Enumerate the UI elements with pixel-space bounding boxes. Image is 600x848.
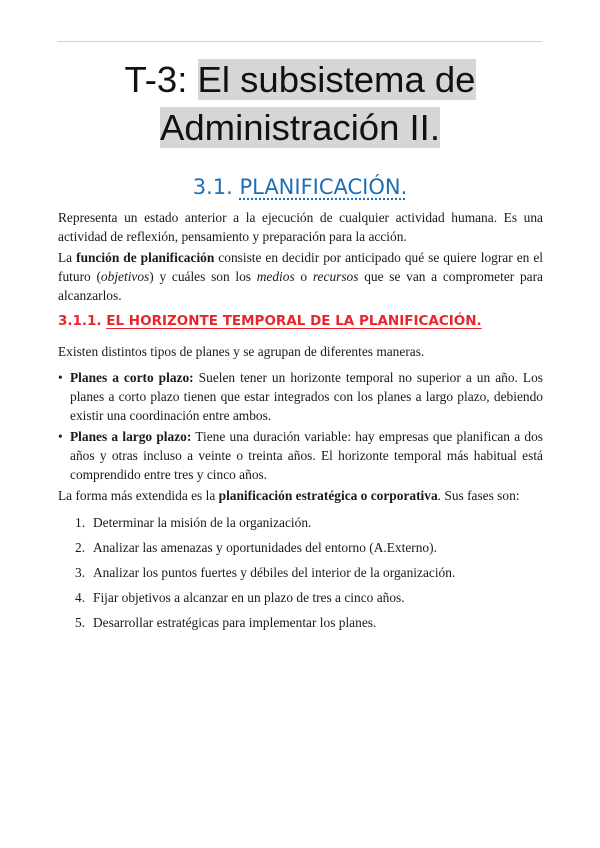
paragraph-function: La función de planificación consiste en decidir por anticipado qué se quiere lograr en el futuro (objetivos) y cuáles son los medios o recursos que se van a comprometer para alcanzarlos. — [58, 250, 544, 303]
list-item: 4. Fijar objetivos a alcanzar en un plazo de tres a cinco años. — [75, 590, 405, 605]
subsection-heading — [58, 311, 543, 331]
section-heading — [0, 172, 600, 202]
list-item: 2. Analizar las amenazas y oportunidades del entorno (A.Externo). — [75, 540, 437, 555]
section-number: 3.1. — [192, 175, 233, 199]
subsection-number: 3.1.1. — [58, 313, 102, 329]
paragraph-plan-types: Existen distintos tipos de planes y se agrupan de diferentes maneras. — [58, 344, 425, 359]
bullet-term: Planes a largo plazo: — [70, 429, 192, 444]
function-term: función de planificación — [76, 250, 215, 265]
list-item: • Planes a largo plazo: Tiene una duración variable: hay empresas que planifican a dos años y otras incluso a veinte o treinta años. El horizonte temporal más habitual está comprendido entre tres y cinco años. — [58, 429, 543, 482]
paragraph-strategic: La forma más extendida es la planificación estratégica o corporativa. Sus fases son: — [58, 488, 520, 503]
title-prefix: T-3: — [124, 59, 188, 100]
title-line2: Administración II. — [160, 107, 440, 148]
bullet-icon: • — [58, 370, 63, 385]
list-item: 1. Determinar la misión de la organización. — [75, 515, 312, 530]
top-divider — [57, 41, 542, 42]
paragraph-definition: Representa un estado anterior a la ejecución de cualquier actividad humana. Es una actividad de reflexión, pensamiento y preparación para la acción. — [58, 210, 543, 244]
list-item: 3. Analizar los puntos fuertes y débiles del interior de la organización. — [75, 565, 456, 580]
list-item: 5. Desarrollar estratégicas para implementar los planes. — [75, 615, 377, 630]
list-item: • Planes a corto plazo: Suelen tener un horizonte temporal no superior a un año. Los planes a corto plazo tienen que estar integrados con los planes a largo plazo, debiendo existir una coordinación entre ambos. — [58, 370, 543, 423]
section-title: PLANIFICACIÓN. — [239, 175, 408, 199]
bullet-icon: • — [58, 429, 63, 444]
document-title — [0, 56, 600, 152]
title-line1: El subsistema de — [197, 59, 476, 100]
subsection-title: EL HORIZONTE TEMPORAL DE LA PLANIFICACIÓN. — [106, 313, 482, 329]
strategic-term: planificación estratégica o corporativa — [218, 488, 438, 503]
bullet-term: Planes a corto plazo: — [70, 370, 194, 385]
